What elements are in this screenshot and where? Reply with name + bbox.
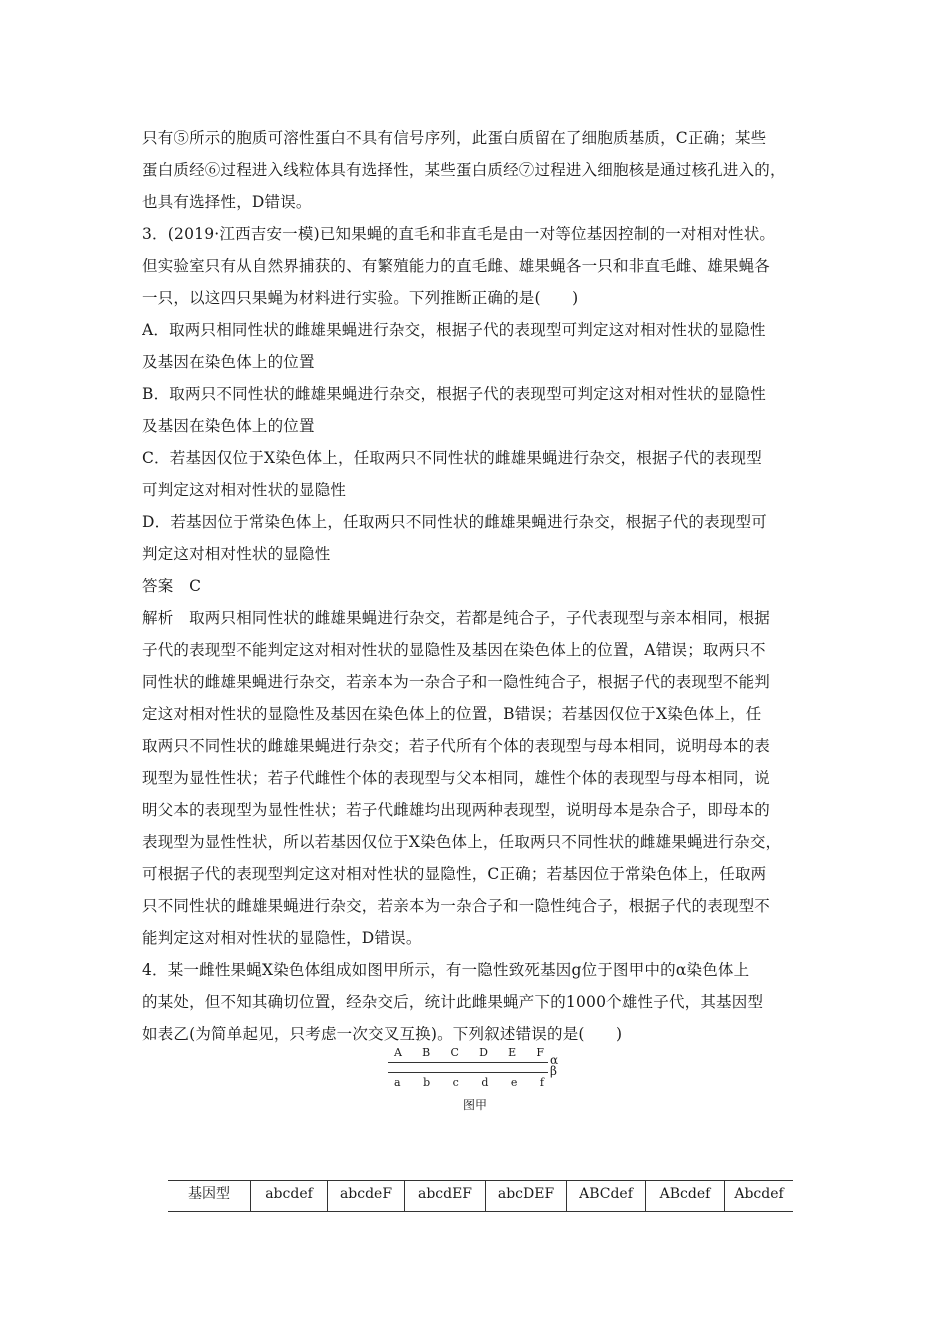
gene-label: E [508, 1046, 517, 1059]
alpha-gene-labels [394, 1046, 544, 1059]
gene-label: e [510, 1076, 518, 1089]
table-cell: ABCdef [567, 1181, 646, 1212]
gene-label: A [394, 1046, 402, 1059]
question-3-stem: 3．(2019·江西吉安一模)已知果蝇的直毛和非直毛是由一对等位基因控制的一对相对性状。 [142, 225, 776, 243]
option-a: A．取两只相同性状的雌雄果蝇进行杂交，根据子代的表现型可判定这对相对性状的显隐性 [142, 321, 766, 339]
gene-label: D [479, 1046, 488, 1059]
analysis-line: 解析 取两只相同性状的雌雄果蝇进行杂交，若都是纯合子，子代表现型与亲本相同，根据 [142, 609, 771, 627]
alpha-label: α [550, 1053, 559, 1067]
table-cell: abcdEF [405, 1181, 486, 1212]
beta-label: β [550, 1064, 557, 1078]
text-line: 明父本的表现型为显性性状；若子代雌雄均出现两种表现型，说明母本是杂合子，即母本的 [142, 801, 771, 819]
text-line: 的某处，但不知其确切位置，经杂交后，统计此雌果蝇产下的1000个雄性子代，其基因型 [142, 993, 764, 1011]
table-cell: ABcdef [646, 1181, 725, 1212]
text-line: 能判定这对相对性状的显隐性，D错误。 [142, 929, 422, 947]
beta-gene-labels [394, 1076, 544, 1089]
option-d: D．若基因位于常染色体上，任取两只不同性状的雌雄果蝇进行杂交，根据子代的表现型可 [142, 513, 767, 531]
text-line: 如表乙(为简单起见，只考虑一次交叉互换)。下列叙述错误的是( ) [142, 1025, 623, 1043]
gene-label: b [423, 1076, 431, 1089]
text-line: 现型为显性性状；若子代雌性个体的表现型与父本相同，雄性个体的表现型与母本相同，说 [142, 769, 771, 787]
genotype-table [168, 1180, 793, 1212]
document-body [142, 122, 814, 1050]
gene-label: a [394, 1076, 401, 1089]
gene-label: C [450, 1046, 459, 1059]
beta-chromosome-line [388, 1072, 548, 1073]
figure-caption: 图甲 [462, 1098, 487, 1112]
text-line: 及基因在染色体上的位置 [142, 353, 315, 371]
text-line: 表现型为显性性状，所以若基因仅位于X染色体上，任取两只不同性状的雌雄果蝇进行杂交， [142, 833, 782, 851]
answer-line: 答案 C [142, 577, 202, 595]
gene-label: c [452, 1076, 459, 1089]
text-line: 可根据子代的表现型判定这对相对性状的显隐性，C正确；若基因位于常染色体上，任取两 [142, 865, 767, 883]
table-cell: Abcdef [725, 1181, 794, 1212]
text-line: 子代的表现型不能判定这对相对性状的显隐性及基因在染色体上的位置，A错误；取两只不 [142, 641, 766, 659]
text-line: 只有⑤所示的胞质可溶性蛋白不具有信号序列，此蛋白质留在了细胞质基质，C正确；某些 [142, 129, 767, 147]
text-line: 定这对相对性状的显隐性及基因在染色体上的位置，B错误；若基因仅位于X染色体上，任 [142, 705, 762, 723]
text-line: 及基因在染色体上的位置 [142, 417, 315, 435]
gene-label: F [536, 1046, 544, 1059]
table-header-cell: 基因型 [168, 1181, 251, 1212]
alpha-chromosome-line [388, 1062, 548, 1063]
gene-label: f [539, 1076, 544, 1089]
text-line: 判定这对相对性状的显隐性 [142, 545, 331, 563]
option-b: B．取两只不同性状的雌雄果蝇进行杂交，根据子代的表现型可判定这对相对性状的显隐性 [142, 385, 766, 403]
text-line: 取两只不同性状的雌雄果蝇进行杂交；若子代所有个体的表现型与母本相同，说明母本的表 [142, 737, 771, 755]
table-cell: abcdef [251, 1181, 328, 1212]
text-line: 也具有选择性，D错误。 [142, 193, 312, 211]
gene-label: d [481, 1076, 489, 1089]
text-line: 但实验室只有从自然界捕获的、有繁殖能力的直毛雌、雄果蝇各一只和非直毛雌、雄果蝇各 [142, 257, 771, 275]
text-line: 蛋白质经⑥过程进入线粒体具有选择性，某些蛋白质经⑦过程进入细胞核是通过核孔进入的， [142, 161, 786, 179]
table-row [168, 1181, 793, 1212]
question-4-stem: 4．某一雌性果蝇X染色体组成如图甲所示，有一隐性致死基因g位于图甲中的α染色体上 [142, 961, 750, 979]
chromosome-figure [380, 1044, 570, 1114]
text-line: 同性状的雌雄果蝇进行杂交，若亲本为一杂合子和一隐性纯合子，根据子代的表现型不能判 [142, 673, 771, 691]
option-c: C．若基因仅位于X染色体上，任取两只不同性状的雌雄果蝇进行杂交，根据子代的表现型 [142, 449, 762, 467]
text-line: 只不同性状的雌雄果蝇进行杂交，若亲本为一杂合子和一隐性纯合子，根据子代的表现型不 [142, 897, 771, 915]
text-line: 一只，以这四只果蝇为材料进行实验。下列推断正确的是( ) [142, 289, 579, 307]
text-line: 可判定这对相对性状的显隐性 [142, 481, 347, 499]
table-cell: abcdeF [328, 1181, 405, 1212]
table-cell: abcDEF [486, 1181, 567, 1212]
gene-label: B [422, 1046, 431, 1059]
